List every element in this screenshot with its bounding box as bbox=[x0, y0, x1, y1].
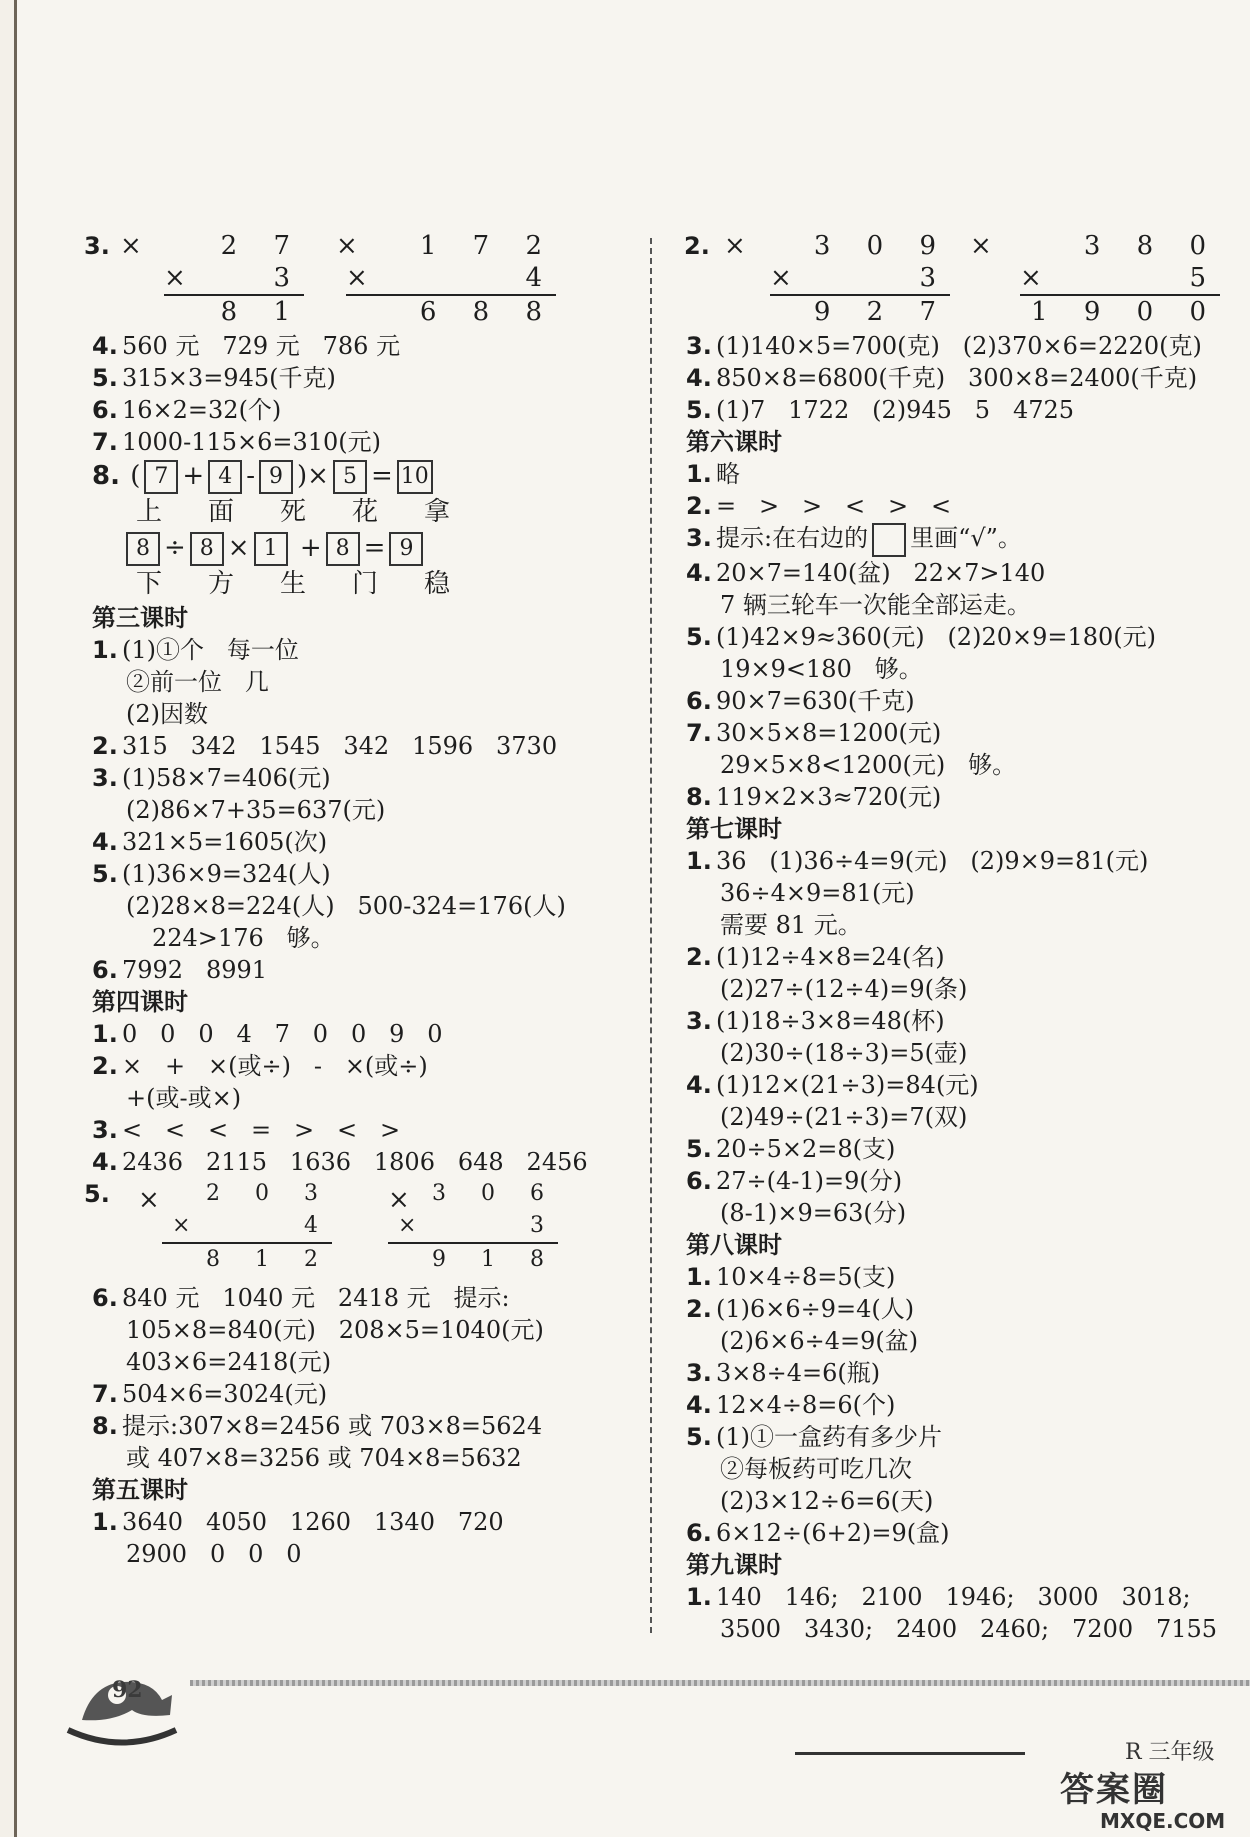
answer-line bbox=[92, 1018, 632, 1050]
answer-text: (1)7 1722 (2)945 5 4725 bbox=[716, 396, 1075, 424]
answer-text: 315 342 1545 342 1596 3730 bbox=[122, 732, 558, 760]
answer-text: 20÷5×2=8(支) bbox=[716, 1134, 896, 1163]
answer-line bbox=[92, 1378, 632, 1410]
section-9-lines bbox=[686, 1581, 1226, 1645]
question-number: 5. bbox=[686, 622, 712, 651]
answer-text: (2)28×8=224(人) 500-324=176(人) bbox=[126, 892, 566, 920]
section-4-lines bbox=[92, 1018, 632, 1178]
answer-line bbox=[686, 717, 1226, 749]
answer-line bbox=[92, 1410, 632, 1442]
answer-line bbox=[686, 1517, 1226, 1549]
answer-text: 或 407×8=3256 或 704×8=5632 bbox=[126, 1444, 522, 1472]
answer-line bbox=[92, 426, 632, 458]
answer-text: 7 辆三轮车一次能全部运走。 bbox=[720, 590, 1031, 619]
answer-line bbox=[686, 1293, 1226, 1325]
answer-line bbox=[92, 794, 632, 826]
answer-text: = > > < > < bbox=[716, 492, 952, 520]
section-3-lines bbox=[92, 634, 632, 986]
q3-mark-1: × bbox=[120, 231, 142, 261]
answer-line bbox=[92, 730, 632, 762]
question-number: 1. bbox=[92, 636, 118, 664]
answer-text: 3×8÷4=6(瓶) bbox=[716, 1358, 881, 1387]
answer-text: 560 元 729 元 786 元 bbox=[122, 332, 401, 360]
answer-line bbox=[686, 490, 1226, 522]
q2-vertical-b: 3 8 0 × 5 1 9 0 0 bbox=[1020, 231, 1220, 327]
answer-line bbox=[92, 1442, 632, 1474]
question-number: 6. bbox=[92, 1284, 118, 1312]
answer-line bbox=[92, 858, 632, 890]
answer-line bbox=[686, 1421, 1226, 1453]
answer-line bbox=[92, 890, 632, 922]
answer-text: (1)12×(21÷3)=84(元) bbox=[716, 1070, 979, 1099]
answer-line bbox=[92, 362, 632, 394]
answer-text: 140 146; 2100 1946; 3000 3018; bbox=[716, 1582, 1191, 1611]
rocking-horse-icon bbox=[62, 1660, 182, 1750]
answer-line bbox=[686, 1485, 1226, 1517]
answer-line bbox=[686, 1037, 1226, 1069]
answer-text: 2900 0 0 0 bbox=[126, 1540, 302, 1568]
question-number: 4. bbox=[686, 1070, 712, 1099]
question-number: 2. bbox=[92, 1052, 118, 1080]
answer-line bbox=[686, 394, 1226, 426]
question-number: 5. bbox=[686, 1134, 712, 1163]
answer-text: (1)140×5=700(克) (2)370×6=2220(克) bbox=[716, 332, 1202, 360]
answer-text: (1)①一盒药有多少片 bbox=[716, 1422, 942, 1451]
answer-line bbox=[92, 922, 632, 954]
answer-text: 36 (1)36÷4=9(元) (2)9×9=81(元) bbox=[716, 846, 1149, 875]
q5-calculation: 5. × 2 0 3 × 4 8 1 2 × 3 0 6 × 3 9 1 8 bbox=[92, 1178, 632, 1282]
q8-puzzle: 8. ( 7 + 4 - 9 )× 5 = 10 上 面 死 花 拿 8 ÷ 8 × 1 + 8 = 9 下 方 生 门 稳 bbox=[92, 461, 452, 599]
section-title-9: 第九课时 bbox=[686, 1550, 782, 1579]
answer-line bbox=[92, 698, 632, 730]
answer-text: 7992 8991 bbox=[122, 956, 268, 984]
answer-text: (2)因数 bbox=[126, 700, 208, 728]
question-number: 5. bbox=[686, 396, 712, 424]
answer-line bbox=[92, 1346, 632, 1378]
answer-text: 840 元 1040 元 2418 元 提示: bbox=[122, 1284, 510, 1312]
question-number: 3. bbox=[92, 764, 118, 792]
question-number: 3. bbox=[686, 332, 712, 360]
answer-line bbox=[686, 330, 1226, 362]
question-number: 3. bbox=[686, 524, 712, 552]
watermark-logo: 答案圈 MXQE.COM bbox=[1060, 1770, 1226, 1833]
section-5-lines bbox=[92, 1506, 632, 1570]
question-number: 4. bbox=[686, 558, 712, 587]
answer-text: 略 bbox=[716, 460, 740, 488]
bottom-underline bbox=[795, 1752, 1025, 1755]
answer-line bbox=[92, 1506, 632, 1538]
answer-text: 27÷(4-1)=9(分) bbox=[716, 1166, 903, 1195]
answer-text: 29×5×8<1200(元) 够。 bbox=[720, 750, 1017, 779]
answer-line bbox=[686, 1069, 1226, 1101]
q3-mark-2: × bbox=[336, 231, 358, 261]
question-number: 5. bbox=[686, 1422, 712, 1451]
question-number: 7. bbox=[686, 718, 712, 747]
answer-line bbox=[686, 1261, 1226, 1293]
section-title-7: 第七课时 bbox=[686, 814, 782, 843]
question-number: 5. bbox=[92, 364, 118, 392]
question-number: 2. bbox=[686, 1294, 712, 1323]
answer-text: (1)42×9≈360(元) (2)20×9=180(元) bbox=[716, 622, 1157, 651]
answer-text: ②前一位 几 bbox=[126, 668, 269, 696]
right-column bbox=[686, 230, 1226, 1645]
answer-text: ②每板药可吃几次 bbox=[720, 1454, 912, 1483]
question-number: 8. bbox=[686, 782, 712, 811]
section-7-lines bbox=[686, 845, 1226, 1229]
q3-vertical-b: 1 7 2 × 4 6 8 8 bbox=[346, 231, 556, 327]
answer-text: 90×7=630(千克) bbox=[716, 686, 915, 715]
left-lines-a bbox=[92, 330, 632, 458]
answer-text: 6×12÷(6+2)=9(盒) bbox=[716, 1518, 950, 1547]
section-8-lines bbox=[686, 1261, 1226, 1549]
question-number: 1. bbox=[92, 1020, 118, 1048]
q3-vertical-a: 2 7 × 3 8 1 bbox=[164, 231, 304, 327]
answer-line bbox=[686, 845, 1226, 877]
answer-line bbox=[686, 1613, 1226, 1645]
section-title-8: 第八课时 bbox=[686, 1230, 782, 1259]
question-number: 6. bbox=[92, 396, 118, 424]
answer-line bbox=[686, 653, 1226, 685]
column-divider bbox=[650, 238, 652, 1633]
question-number: 3. bbox=[686, 1006, 712, 1035]
answer-line bbox=[686, 877, 1226, 909]
section-title-3: 第三课时 bbox=[92, 604, 188, 632]
question-number: 1. bbox=[686, 846, 712, 875]
question-number: 4. bbox=[92, 828, 118, 856]
left-column bbox=[84, 230, 632, 1570]
answer-text: (2)49÷(21÷3)=7(双) bbox=[720, 1102, 968, 1131]
q5-vertical-b: 3 0 6 × 3 9 1 8 bbox=[388, 1178, 558, 1276]
answer-text: (1)58×7=406(元) bbox=[122, 764, 331, 792]
question-number: 2. bbox=[686, 492, 712, 520]
answer-line bbox=[92, 762, 632, 794]
answer-line bbox=[686, 1101, 1226, 1133]
answer-text: 315×3=945(千克) bbox=[122, 364, 336, 392]
question-number: 6. bbox=[686, 1518, 712, 1547]
answer-text: 3500 3430; 2400 2460; 7200 7155 bbox=[720, 1614, 1218, 1643]
answer-line bbox=[92, 394, 632, 426]
section-title-4: 第四课时 bbox=[92, 988, 188, 1016]
answer-text: 需要 81 元。 bbox=[720, 910, 862, 939]
answer-text: 119×2×3≈720(元) bbox=[716, 782, 942, 811]
answer-text: (2)3×12÷6=6(天) bbox=[720, 1486, 934, 1515]
question-number: 1. bbox=[92, 1508, 118, 1536]
answer-line bbox=[92, 1538, 632, 1570]
page-number: 92 bbox=[112, 1677, 143, 1703]
question-number: 1. bbox=[686, 1262, 712, 1291]
answer-text: (1)①个 每一位 bbox=[122, 636, 299, 664]
answer-line bbox=[686, 1165, 1226, 1197]
answer-text: 3640 4050 1260 1340 720 bbox=[122, 1508, 504, 1536]
answer-line bbox=[686, 1325, 1226, 1357]
question-number: 3. bbox=[686, 1358, 712, 1387]
answer-text: 403×6=2418(元) bbox=[126, 1348, 332, 1376]
question-number: 6. bbox=[686, 686, 712, 715]
answer-line bbox=[686, 621, 1226, 653]
answer-text: (1)6×6÷9=4(人) bbox=[716, 1294, 915, 1323]
answer-text: 16×2=32(个) bbox=[122, 396, 282, 424]
answer-line bbox=[686, 1357, 1226, 1389]
question-number: 1. bbox=[686, 1582, 712, 1611]
answer-line bbox=[686, 1389, 1226, 1421]
answer-text: (2)27÷(12÷4)=9(条) bbox=[720, 974, 968, 1003]
question-number: 4. bbox=[92, 332, 118, 360]
question-number: 2. bbox=[686, 942, 712, 971]
answer-text: (8-1)×9=63(分) bbox=[720, 1198, 907, 1227]
section-title-5: 第五课时 bbox=[92, 1476, 188, 1504]
question-number: 6. bbox=[92, 956, 118, 984]
answer-line bbox=[686, 685, 1226, 717]
answer-line bbox=[686, 1133, 1226, 1165]
answer-text: (2)30÷(18÷3)=5(壶) bbox=[720, 1038, 968, 1067]
answer-text: 0 0 0 4 7 0 0 9 0 bbox=[122, 1020, 443, 1048]
question-number: 4. bbox=[92, 1148, 118, 1176]
answer-text: (2)6×6÷4=9(盆) bbox=[720, 1326, 919, 1355]
answer-line bbox=[92, 330, 632, 362]
question-number: 2. bbox=[92, 732, 118, 760]
question-number: 6. bbox=[686, 1166, 712, 1195]
answer-text: 224>176 够。 bbox=[152, 924, 335, 952]
answer-text: 提示:在右边的 里画“√”。 bbox=[716, 524, 1022, 552]
answer-line bbox=[686, 1453, 1226, 1485]
answer-line bbox=[92, 1314, 632, 1346]
answer-line bbox=[92, 954, 632, 986]
answer-text: 1000-115×6=310(元) bbox=[122, 428, 382, 456]
answer-line bbox=[686, 909, 1226, 941]
answer-text: × + ×(或÷) - ×(或÷) bbox=[122, 1052, 428, 1080]
answer-line bbox=[92, 826, 632, 858]
answer-line bbox=[686, 1005, 1226, 1037]
answer-text: 321×5=1605(次) bbox=[122, 828, 328, 856]
question-number: 1. bbox=[686, 460, 712, 488]
section-6-lines bbox=[686, 458, 1226, 813]
answer-line bbox=[686, 458, 1226, 490]
section-title-6: 第六课时 bbox=[686, 428, 782, 456]
answer-text: 850×8=6800(千克) 300×8=2400(千克) bbox=[716, 364, 1198, 392]
answer-text: 12×4÷8=6(个) bbox=[716, 1390, 896, 1419]
answer-text: (2)86×7+35=637(元) bbox=[126, 796, 386, 824]
answer-line bbox=[92, 1082, 632, 1114]
answer-text: 36÷4×9=81(元) bbox=[720, 878, 915, 907]
right-lines-a bbox=[686, 330, 1226, 426]
answer-line bbox=[92, 1282, 632, 1314]
question-number: 3. bbox=[92, 1116, 118, 1144]
answer-text: +(或-或×) bbox=[126, 1084, 242, 1112]
q2-vertical-a: 3 0 9 × 3 9 2 7 bbox=[770, 231, 950, 327]
answer-line bbox=[686, 1197, 1226, 1229]
answer-text: 19×9<180 够。 bbox=[720, 654, 923, 683]
answer-line bbox=[686, 522, 1226, 557]
answer-text: 10×4÷8=5(支) bbox=[716, 1262, 896, 1291]
grade-label: R 三年级 bbox=[1125, 1740, 1215, 1765]
answer-line bbox=[92, 634, 632, 666]
answer-line bbox=[686, 973, 1226, 1005]
question-number: 7. bbox=[92, 428, 118, 456]
answer-line bbox=[686, 557, 1226, 589]
answer-text: 提示:307×8=2456 或 703×8=5624 bbox=[122, 1412, 543, 1440]
answer-text: 30×5×8=1200(元) bbox=[716, 718, 942, 747]
question-number: 4. bbox=[686, 364, 712, 392]
answer-text: 504×6=3024(元) bbox=[122, 1380, 328, 1408]
answer-line bbox=[92, 666, 632, 698]
question-number: 8. bbox=[92, 1412, 118, 1440]
question-number: 7. bbox=[92, 1380, 118, 1408]
question-number: 5. bbox=[92, 860, 118, 888]
answer-text: 105×8=840(元) 208×5=1040(元) bbox=[126, 1316, 544, 1344]
q3-calculation bbox=[84, 230, 632, 330]
answer-line bbox=[686, 1581, 1226, 1613]
answer-line bbox=[686, 362, 1226, 394]
q2-calculation: 2. × 3 0 9 × 3 9 2 7 × 3 8 0 × 5 1 9 0 0 bbox=[684, 231, 1220, 327]
answer-text: < < < = > < > bbox=[122, 1116, 401, 1144]
answer-line bbox=[92, 1114, 632, 1146]
answer-line bbox=[686, 589, 1226, 621]
answer-line bbox=[92, 1146, 632, 1178]
question-number: 4. bbox=[686, 1390, 712, 1419]
q3-number: 3. bbox=[84, 232, 110, 260]
answer-text: 20×7=140(盆) 22×7>140 bbox=[716, 558, 1046, 587]
answer-line bbox=[686, 781, 1226, 813]
answer-text: (1)18÷3×8=48(杯) bbox=[716, 1006, 945, 1035]
section-4-lines-b bbox=[92, 1282, 632, 1474]
answer-line bbox=[686, 749, 1226, 781]
footer-rule bbox=[190, 1680, 1250, 1686]
answer-text: (1)36×9=324(人) bbox=[122, 860, 331, 888]
answer-text: 2436 2115 1636 1806 648 2456 bbox=[122, 1148, 588, 1176]
answer-line bbox=[686, 941, 1226, 973]
answer-text: (1)12÷4×8=24(名) bbox=[716, 942, 945, 971]
empty-box-icon bbox=[872, 523, 906, 557]
q5-vertical-a: 2 0 3 × 4 8 1 2 bbox=[162, 1178, 332, 1276]
answer-line bbox=[92, 1050, 632, 1082]
